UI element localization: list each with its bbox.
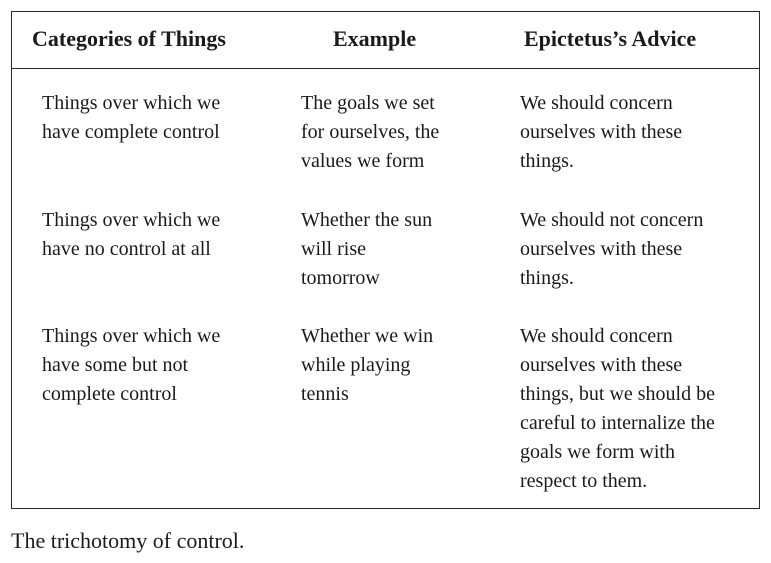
header-example: Example bbox=[333, 26, 417, 51]
header-categories: Categories of Things bbox=[32, 26, 226, 51]
row-3-advice: We should concern ourselves with these things, but we should be careful to internalize the goals we form with respect to them. bbox=[520, 325, 715, 492]
table-header-row bbox=[12, 12, 759, 69]
row-2-example: Whether the sun will rise tomorrow bbox=[301, 209, 433, 289]
header-advice: Epictetus’s Advice bbox=[524, 26, 697, 51]
row-2-advice: We should not concern ourselves with these things. bbox=[520, 209, 704, 289]
row-1-example: The goals we set for ourselves, the values we form bbox=[301, 92, 440, 172]
row-3-category: Things over which we have some but not complete control bbox=[42, 325, 221, 405]
table-caption: The trichotomy of control. bbox=[11, 528, 245, 553]
row-1-advice: We should concern ourselves with these things. bbox=[520, 92, 683, 172]
row-3-example: Whether we win while playing tennis bbox=[301, 325, 434, 405]
control-table bbox=[11, 11, 760, 509]
row-2-category: Things over which we have no control at all bbox=[42, 209, 221, 260]
row-1-category: Things over which we have complete control bbox=[42, 92, 221, 143]
